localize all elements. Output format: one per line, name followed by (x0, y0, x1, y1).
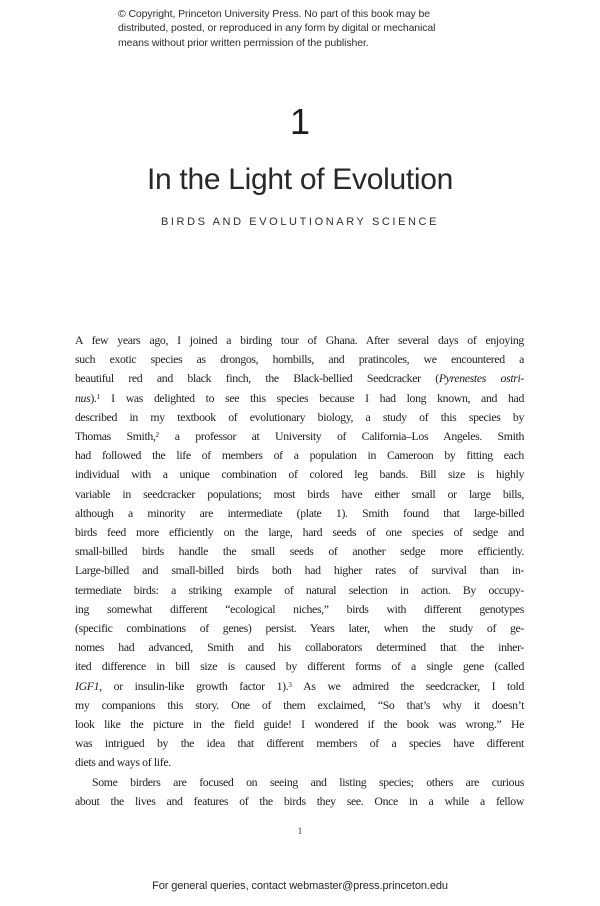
text-run: , or insulin-like growth factor 1). (99, 678, 289, 693)
body-line (75, 773, 524, 792)
body-line (75, 561, 524, 580)
text-run: ). (90, 390, 97, 405)
text-run: look like the picture in the field guide! I wondered if the book was wrong.” He (75, 717, 524, 732)
text-run: Thomas Smith, (75, 429, 156, 444)
body-line (75, 677, 524, 696)
body-text (75, 331, 524, 811)
body-line (75, 389, 524, 408)
text-run: As we admired the seedcracker, I told (291, 678, 524, 693)
text-run: variable in seedcracker populations; most birds have either small or large bills, (75, 486, 524, 501)
text-run: was intrigued by the idea that different members of a species have different (75, 736, 524, 751)
body-line (75, 581, 524, 600)
footnote-marker: 2 (155, 430, 160, 440)
body-line (75, 523, 524, 542)
copyright-line: © Copyright, Princeton University Press. No part of this book may be (118, 8, 430, 20)
body-line (75, 504, 524, 523)
body-line (75, 485, 524, 504)
text-run: individual with a unique combination of colored leg bands. Bill size is highly (75, 467, 524, 482)
body-line (75, 657, 524, 676)
text-run: Some birders are focused on seeing and listing species; others are curious (92, 774, 524, 789)
page-number: 1 (297, 827, 303, 837)
body-line (75, 715, 524, 734)
body-line (75, 638, 524, 657)
copyright-line: means without prior written permission of the publisher. (118, 36, 369, 49)
body-line (75, 369, 524, 388)
text-run: diets and ways of life. (75, 755, 171, 770)
chapter-number: 1 (289, 101, 311, 142)
text-run: such exotic species as drongos, hornbills, and pratincoles, we encountered a (75, 352, 524, 367)
body-line (75, 734, 524, 753)
body-line (75, 350, 524, 369)
text-run: A few years ago, I joined a birding tour of Ghana. After several days of enjoying (75, 333, 524, 347)
copyright-notice (118, 7, 435, 50)
text-run: beautiful red and black finch, the Black-bellied Seedcracker ( (75, 371, 439, 386)
text-run: had followed the life of members of a population in Cameroon by fitting each (75, 448, 524, 463)
text-run: although a minority are intermediate (plate 1). Smith found that large-billed (75, 505, 524, 520)
text-run: Large-billed and small-billed birds both had higher rates of survival than in- (75, 563, 524, 578)
text-run: termediate birds: a striking example of natural selection in action. By occupy- (75, 582, 524, 597)
text-run: about the lives and features of the birds they see. Once in a while a fellow (75, 793, 524, 808)
text-run: ing somewhat different “ecological niches,” birds with different genotypes (75, 601, 524, 616)
chapter-title: In the Light of Evolution (146, 163, 454, 196)
text-run: Pyrenestes ostri- (438, 371, 524, 386)
body-line (75, 465, 524, 484)
text-run: nomes had advanced, Smith and his collaborators determined that the inher- (75, 640, 524, 655)
footer-query-text: For general queries, contact webmaster@press.princeton.edu (152, 880, 448, 892)
text-run: a professor at University of California–Los Angeles. Smith (159, 429, 524, 444)
body-line (75, 331, 524, 350)
body-line (75, 619, 524, 638)
chapter-subtitle: BIRDS AND EVOLUTIONARY SCIENCE (160, 216, 440, 228)
text-run: (specific combinations of genes) persist. Years later, when the study of ge- (75, 621, 524, 636)
body-line (75, 427, 524, 446)
footnote-marker: 3 (288, 679, 292, 689)
text-run: my companions this story. One of them exclaimed, “So that’s why it doesn’t (75, 697, 524, 712)
body-line (75, 792, 524, 811)
text-run: described in my textbook of evolutionary biology, a study of this species by (75, 409, 524, 424)
text-run: birds feed more efficiently on the large, hard seeds of one species of sedge and (75, 525, 524, 540)
body-line (75, 446, 524, 465)
body-line (75, 542, 524, 561)
body-line (75, 600, 524, 619)
text-run: IGF1 (75, 678, 100, 693)
body-line (75, 753, 524, 772)
text-run: I was delighted to see this species because I had long known, and had (100, 390, 524, 405)
copyright-line: distributed, posted, or reproduced in any form by digital or mechanical (118, 22, 436, 35)
body-line (75, 408, 524, 427)
text-run: ited difference in bill size is caused by different forms of a single gene (called (75, 659, 524, 674)
footnote-marker: 1 (96, 391, 101, 401)
body-line (75, 696, 524, 715)
text-run: nus (75, 390, 91, 405)
text-run: small-billed birds handle the small seeds of another sedge more efficiently. (75, 544, 524, 559)
